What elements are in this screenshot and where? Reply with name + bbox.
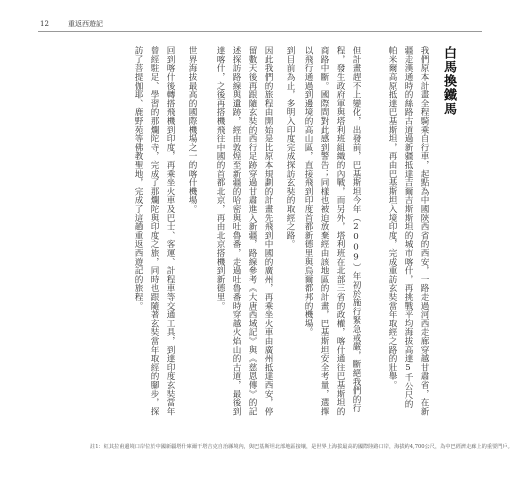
running-title: 重返西遊記 xyxy=(68,20,103,28)
paragraph-6: 回到喀什後轉搭飛機到印度，再乘坐火車及巴士、客運、計程車等交通工具，到達印度玄奘當年曾經駐足、學習的那爛陀寺，完成了那爛陀與印度之旅，同時也跟隨著玄奘當年取經的腳步，探訪了菩提伽耶、鹿野苑等佛教聖地，完成了這趟重返西遊記的旅程。 xyxy=(133,46,175,416)
page-number: 12 xyxy=(40,20,49,28)
header-rule xyxy=(38,31,482,32)
paragraph-1: 我們原本計畫全程騎乘自行車，起點為中國陝西省的西安，一路走過河西走廊穿越甘肅省，在新疆走漢通時的絲路古道過新疆抵達吉爾吉斯斯坦的城市喀什，再挑戰平均海拔高達5千公尺的帕米爾高原抵達巴基斯坦，再由巴基斯坦入境印度，完成重訪玄奘當年取經之路的壯舉。 xyxy=(387,46,429,416)
main-text-block xyxy=(112,46,458,424)
paragraph-4: 因此我們的旅程由開始是比原本規劃的計畫先飛到中國的廣州，再乘坐火車由廣州抵達西安，停留數天後再跟隨玄奘的西行足跡穿過甘肅進入新疆，路線參考《大唐西域記》與《慈恩傳》的記述探訪路線與遺跡，經由敦煌至新疆的哈密與吐魯番，走過吐魯番時穿越火焰山的古道，最後到達喀什，之後再搭機飛往中國的首都北京，再由北京搭機到新德里。 xyxy=(215,46,273,416)
footnote: 註1：紅其拉甫邊境口岸位於中國新疆塔什庫爾干塔吉克自治縣境內，與巴基斯坦北部地區接壤，是世界上海拔最高的國際陸路口岸，海拔約4,700公尺，為中巴經濟走廊上的重要門戶。 xyxy=(90,444,513,450)
paragraph-5: 世界海拔最高的國際機場之一的喀什機場。 xyxy=(187,46,197,214)
paragraph-2: 但計畫趕不上變化，出發前，巴基斯坦今年（2009）年初於施行緊急戒嚴，斷絕我們的行程，發生政府軍與塔利班組織的內戰，而另外，塔利班在北部三省的政權，喀什通往巴基斯坦的商路中斷。國際間對此感到警告；同樣也被迫放棄經由該地區的計畫，巴基斯坦安全考量，選擇以飛行通過到邊境的高山區，直接飛到印度首都新德里與烏爾都邦的機場。 xyxy=(303,46,361,416)
paragraph-3: 到目前為止，多明入印度完成探訪玄奘的取經之路。 xyxy=(285,46,295,249)
section-heading: 白馬換鐵馬 xyxy=(441,46,456,116)
